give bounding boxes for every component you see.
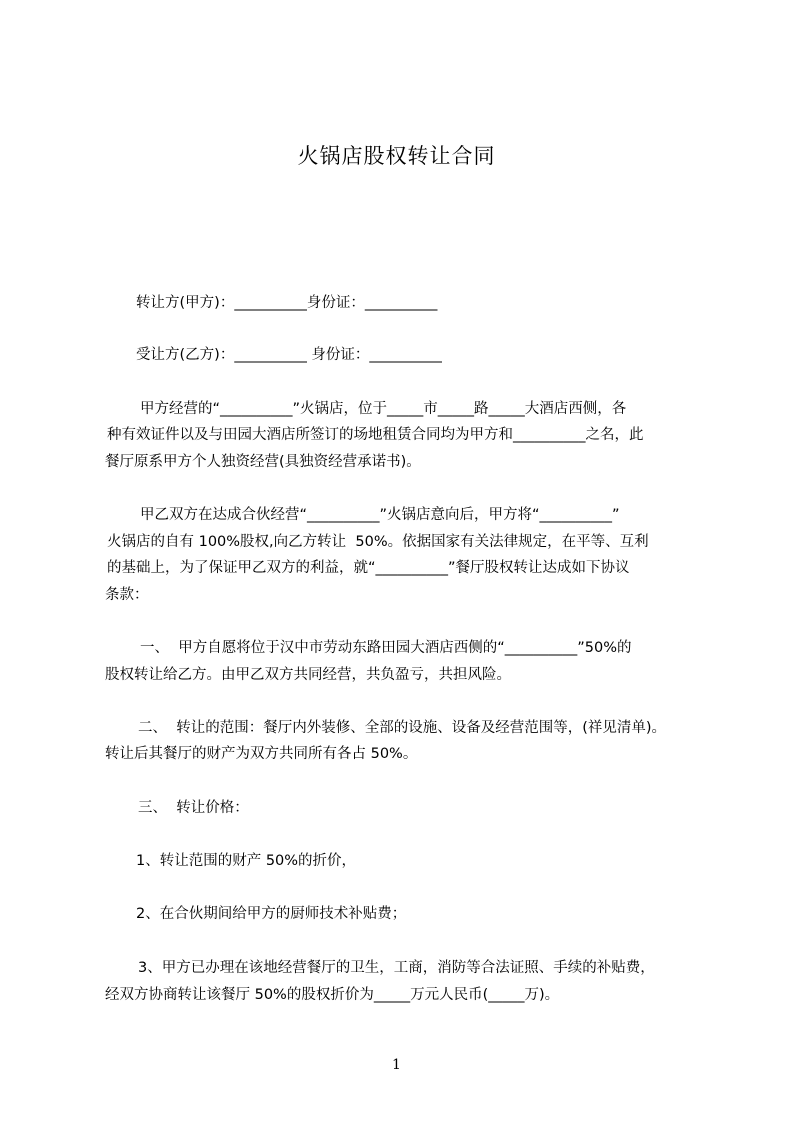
clause-three-heading: 三、 转让价格： [138, 800, 249, 816]
intent-paragraph-line-2: 火锅店的自有 100%股权,向乙方转让 50%。依据国家有关法律规定，在平等、互利 [107, 534, 649, 550]
clause-three-item-3-line-2: 经双方协商转让该餐厅 50%的股权折价为_____万元人民币(_____万)。 [105, 987, 560, 1003]
clause-two-line-1: 二、 转让的范围：餐厅内外装修、全部的设施、设备及经营范围等，(祥见清单)。 [138, 720, 667, 736]
transferor-line: 转让方(甲方)：__________身份证：__________ [136, 295, 438, 311]
preamble-paragraph-line-1: 甲方经营的“__________”火锅店，位于_____市_____路_____大酒店西侧，各 [140, 401, 627, 417]
transferee-line: 受让方(乙方)：__________ 身份证：__________ [136, 347, 442, 363]
document-title: 火锅店股权转让合同 [297, 144, 496, 168]
intent-paragraph-line-1: 甲乙双方在达成合伙经营“__________”火锅店意向后，甲方将“__________” [140, 507, 620, 523]
clause-one-line-2: 股权转让给乙方。由甲乙双方共同经营，共负盈亏，共担风险。 [105, 667, 511, 683]
clause-three-item-1: 1、转让范围的财产 50%的折价， [136, 853, 357, 869]
page-number: 1 [392, 1057, 401, 1073]
intent-paragraph-line-3: 的基础上，为了保证甲乙双方的利益，就“__________”餐厅股权转让达成如下协议 [107, 560, 630, 576]
intent-paragraph-line-4: 条款： [105, 587, 149, 603]
preamble-paragraph-line-2: 种有效证件以及与田园大酒店所签订的场地租赁合同均为甲方和__________之名，此 [107, 427, 644, 443]
preamble-paragraph-line-3: 餐厅原系甲方个人独资经营(具独资经营承诺书)。 [105, 454, 421, 470]
clause-one-line-1: 一、 甲方自愿将位于汉中市劳动东路田园大酒店西侧的“__________”50%的 [140, 640, 632, 656]
clause-three-item-2: 2、在合伙期间给甲方的厨师技术补贴费； [136, 906, 407, 922]
clause-three-item-3-line-1: 3、甲方已办理在该地经营餐厅的卫生，工商，消防等合法证照、手续的补贴费， [138, 960, 655, 976]
clause-two-line-2: 转让后其餐厅的财产为双方共同所有各占 50%。 [105, 746, 418, 762]
